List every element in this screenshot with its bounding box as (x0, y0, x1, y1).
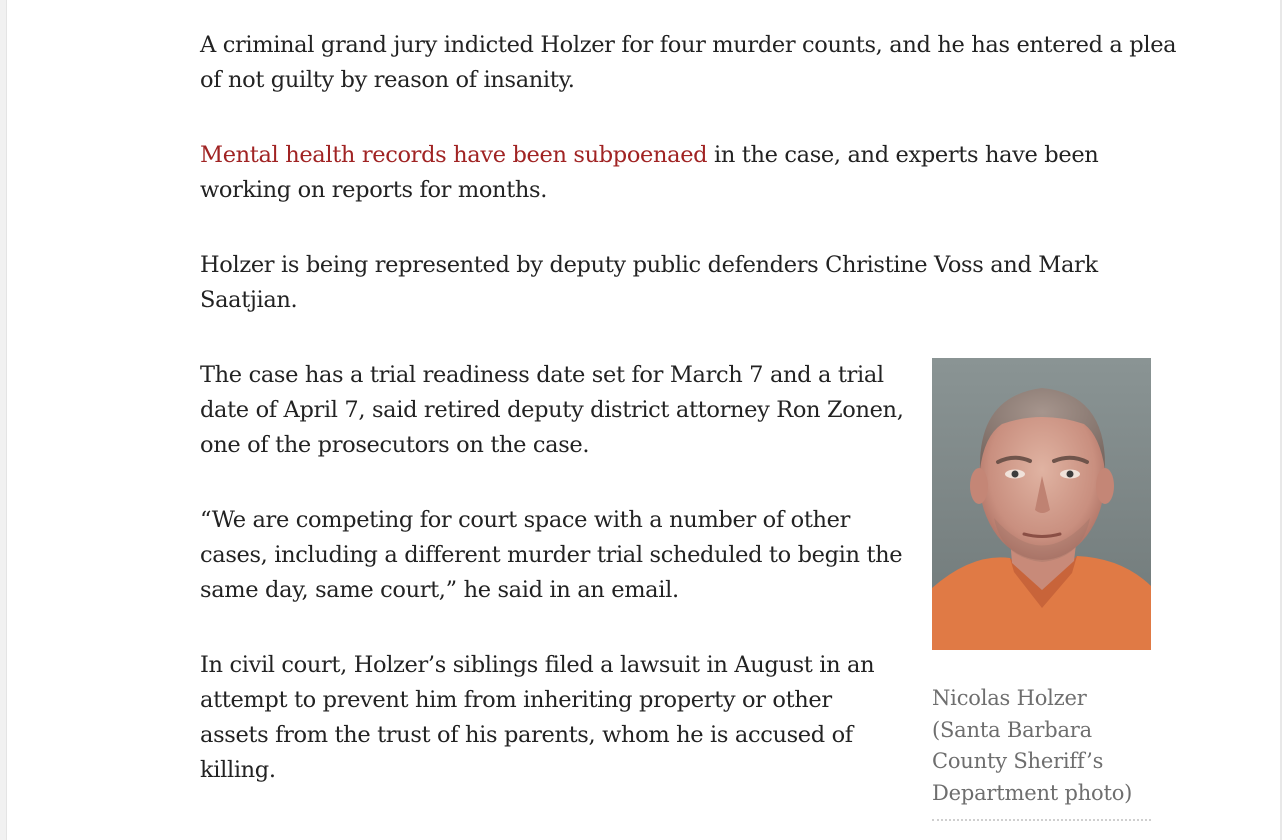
paragraph-mental-health (200, 138, 1180, 208)
mugshot-photo[interactable] (932, 358, 1151, 650)
paragraph-indictment: A criminal grand jury indicted Holzer for four murder counts, and he has entered a plea of not guilty by reason of insanity. (200, 32, 1177, 93)
paragraph-trial-dates: The case has a trial readiness date set for March 7 and a trial date of April 7, said retired deputy district attorney Ron Zonen, one of the prosecutors on the case. (200, 362, 904, 458)
paragraph-defenders: Holzer is being represented by deputy public defenders Christine Voss and Mark Saatjian. (200, 252, 1098, 313)
article-figure (932, 358, 1151, 821)
caption-divider (932, 819, 1151, 821)
paragraph-quote: “We are competing for court space with a number of other cases, including a different murder trial scheduled to begin the same day, same court,” he said in an email. (200, 507, 903, 603)
page-left-border (0, 0, 7, 840)
paragraph-civil-court: In civil court, Holzer’s siblings filed a lawsuit in August in an attempt to prevent him from inheriting property or other assets from the trust of his parents, whom he is accused of killing. (200, 652, 875, 783)
paragraph-mental-health-text: in the case, and experts have been working on reports for months. (200, 142, 1099, 203)
photo-caption: Nicolas Holzer (Santa Barbara County Sheriff’s Department photo) (932, 686, 1133, 805)
mental-health-records-link[interactable]: Mental health records have been subpoenaed (200, 142, 708, 168)
